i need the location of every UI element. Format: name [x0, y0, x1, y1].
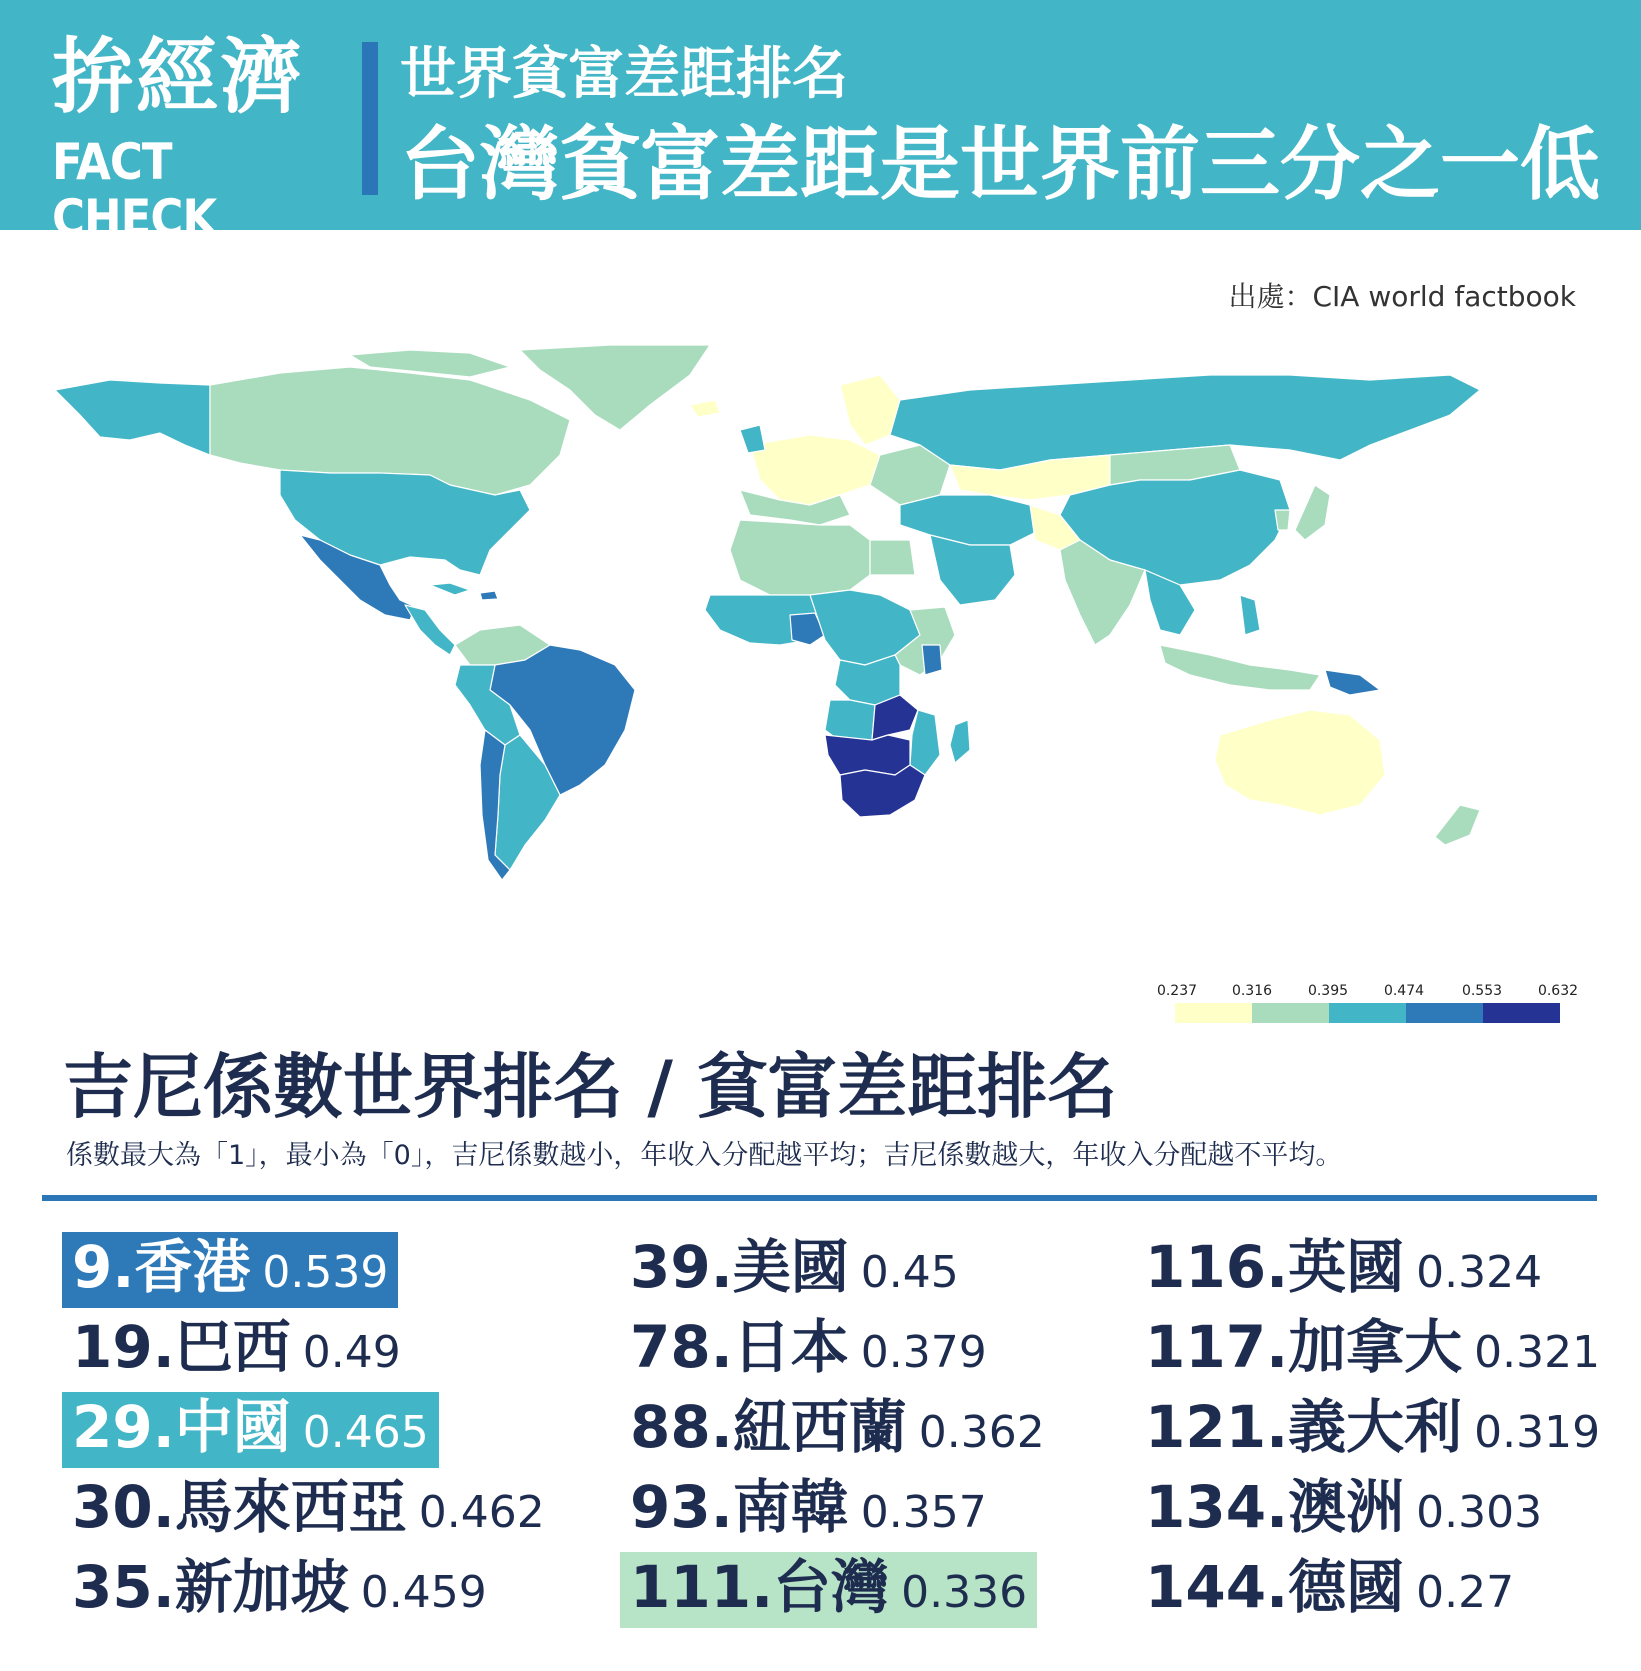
entry-rank: 121. — [1145, 1393, 1289, 1461]
map-region-arabia — [930, 535, 1015, 605]
entry-box — [1135, 1232, 1552, 1308]
entry-box — [62, 1552, 497, 1628]
legend-tick: 0.553 — [1461, 983, 1503, 999]
ranking-entry — [62, 1390, 555, 1470]
map-region-iceland — [690, 400, 720, 417]
legend-swatch — [1483, 1003, 1560, 1023]
entry-value: 0.459 — [360, 1567, 487, 1618]
header-subtitle: 世界貧富差距排名 — [400, 42, 848, 107]
entry-rank: 9. — [72, 1233, 135, 1301]
entry-rank: 134. — [1145, 1473, 1289, 1541]
header-banner — [0, 0, 1641, 247]
entry-value: 0.324 — [1416, 1247, 1543, 1298]
brand-name-en: FACT CHECK — [52, 133, 217, 247]
entry-box — [620, 1552, 1037, 1628]
legend-tick: 0.395 — [1307, 983, 1349, 999]
entry-box — [62, 1472, 555, 1548]
map-region-kenya — [922, 645, 942, 675]
entry-value: 0.49 — [302, 1327, 401, 1378]
entry-country: 巴西 — [174, 1313, 291, 1381]
entry-value: 0.465 — [302, 1407, 429, 1458]
entry-country: 南韓 — [732, 1473, 849, 1541]
entry-rank: 30. — [72, 1473, 175, 1541]
map-region-uk — [740, 425, 765, 453]
legend-tick: 0.632 — [1537, 983, 1579, 999]
map-region-egypt — [870, 540, 915, 575]
entry-box — [620, 1232, 969, 1308]
ranking-entry — [1135, 1230, 1610, 1310]
ranking-column-2 — [620, 1230, 1055, 1630]
legend-ticks — [1155, 983, 1579, 1003]
ranking-entry — [620, 1390, 1055, 1470]
ranking-entry — [620, 1470, 1055, 1550]
ranking-entry — [62, 1230, 555, 1310]
entry-value: 0.462 — [418, 1487, 545, 1538]
entry-country: 美國 — [732, 1233, 849, 1301]
section-divider — [42, 1195, 1597, 1201]
brand-name-cn: 拚經濟 — [52, 30, 305, 125]
entry-value: 0.357 — [860, 1487, 987, 1538]
legend-tick: 0.316 — [1231, 983, 1273, 999]
entry-value: 0.336 — [901, 1567, 1028, 1618]
entry-rank: 88. — [630, 1393, 733, 1461]
map-region-philippines — [1240, 595, 1260, 635]
header-divider — [362, 42, 378, 195]
entry-country: 英國 — [1288, 1233, 1405, 1301]
map-region-western-europe — [750, 435, 880, 505]
entry-box — [1135, 1312, 1610, 1388]
ranking-entry — [620, 1550, 1055, 1630]
map-region-japan — [1295, 485, 1330, 540]
legend-tick: 0.237 — [1156, 983, 1198, 999]
entry-value: 0.319 — [1474, 1407, 1601, 1458]
world-map — [50, 345, 1590, 945]
ranking-entry — [620, 1310, 1055, 1390]
entry-rank: 35. — [72, 1553, 175, 1621]
entry-rank: 39. — [630, 1233, 733, 1301]
entry-country: 德國 — [1288, 1553, 1405, 1621]
entry-rank: 93. — [630, 1473, 733, 1541]
header-title: 台灣貧富差距是世界前三分之一低 — [400, 118, 1600, 211]
entry-box — [620, 1312, 997, 1388]
entry-rank: 111. — [630, 1553, 774, 1621]
entry-box — [1135, 1552, 1524, 1628]
legend-swatch — [1406, 1003, 1483, 1023]
ranking-column-3 — [1135, 1230, 1610, 1630]
ranking-title: 吉尼係數世界排名 / 貧富差距排名 — [63, 1046, 1118, 1128]
entry-country: 香港 — [134, 1233, 251, 1301]
entry-country: 馬來西亞 — [174, 1473, 407, 1541]
entry-rank: 19. — [72, 1313, 175, 1381]
entry-country: 加拿大 — [1288, 1313, 1463, 1381]
world-map-svg — [50, 345, 1590, 945]
entry-country: 義大利 — [1288, 1393, 1463, 1461]
legend-swatch — [1252, 1003, 1329, 1023]
entry-box — [1135, 1472, 1552, 1548]
entry-box — [620, 1392, 1055, 1468]
entry-rank: 144. — [1145, 1553, 1289, 1621]
ranking-entry — [1135, 1550, 1610, 1630]
entry-value: 0.27 — [1416, 1567, 1515, 1618]
entry-value: 0.379 — [860, 1327, 987, 1378]
source-note: 出處：CIA world factbook — [1228, 280, 1576, 313]
entry-country: 中國 — [174, 1393, 291, 1461]
ranking-entry — [1135, 1310, 1610, 1390]
entry-rank: 78. — [630, 1313, 733, 1381]
legend-tick: 0.474 — [1383, 983, 1425, 999]
map-region-new-zealand — [1435, 805, 1480, 845]
entry-value: 0.321 — [1474, 1327, 1601, 1378]
map-region-central-america — [405, 605, 455, 655]
ranking-entry — [1135, 1470, 1610, 1550]
legend-swatch — [1175, 1003, 1252, 1023]
brand-logo — [52, 30, 342, 246]
map-region-turkey-iran — [900, 495, 1040, 545]
map-region-australia — [1215, 710, 1385, 815]
legend-swatch — [1329, 1003, 1406, 1023]
entry-rank: 29. — [72, 1393, 175, 1461]
entry-country: 新加坡 — [174, 1553, 349, 1621]
entry-country: 台灣 — [773, 1553, 890, 1621]
map-region-south-africa — [840, 765, 925, 817]
entry-country: 澳洲 — [1288, 1473, 1405, 1541]
entry-value: 0.45 — [860, 1247, 959, 1298]
map-legend — [1155, 983, 1579, 1023]
map-region-indonesia — [1160, 645, 1320, 690]
entry-country: 紐西蘭 — [732, 1393, 907, 1461]
map-region-alaska — [55, 380, 210, 455]
entry-box — [620, 1472, 997, 1548]
entry-country: 日本 — [732, 1313, 849, 1381]
entry-value: 0.303 — [1416, 1487, 1543, 1538]
map-region-korea — [1275, 510, 1290, 530]
map-region-madagascar — [950, 720, 970, 763]
legend-color-bar — [1175, 1003, 1560, 1023]
entry-box — [62, 1312, 411, 1388]
ranking-description: 係數最大為「1」，最小為「0」，吉尼係數越小，年收入分配越平均；吉尼係數越大，年收入分配越不平均。 — [66, 1140, 1343, 1171]
map-region-png — [1325, 670, 1380, 695]
entry-box — [62, 1232, 398, 1308]
ranking-entry — [62, 1550, 555, 1630]
ranking-entry — [62, 1310, 555, 1390]
entry-box — [1135, 1392, 1610, 1468]
map-region-namibia-botswana — [825, 735, 910, 775]
entry-rank: 116. — [1145, 1233, 1289, 1301]
ranking-column-1 — [62, 1230, 555, 1630]
entry-rank: 117. — [1145, 1313, 1289, 1381]
ranking-entry — [1135, 1390, 1610, 1470]
entry-box — [62, 1392, 439, 1468]
ranking-entry — [62, 1470, 555, 1550]
entry-value: 0.362 — [918, 1407, 1045, 1458]
map-region-haiti — [480, 591, 498, 600]
entry-value: 0.539 — [262, 1247, 389, 1298]
ranking-entry — [620, 1230, 1055, 1310]
map-region-north-africa — [730, 520, 870, 595]
map-region-caribbean — [430, 583, 470, 595]
